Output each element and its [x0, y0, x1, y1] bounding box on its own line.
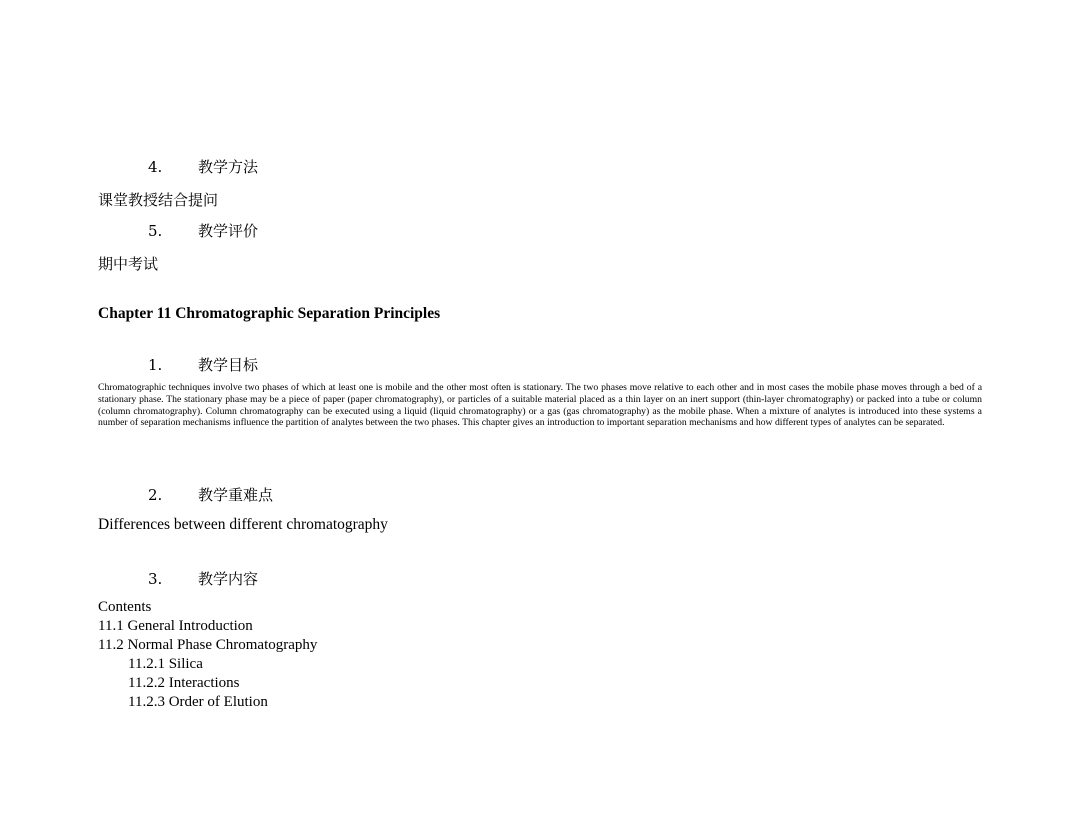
contents-item: 11.1 General Introduction — [98, 618, 253, 634]
section-1-heading — [148, 354, 258, 375]
contents-subitem: 11.2.3 Order of Elution — [128, 694, 268, 710]
contents-heading: Contents — [98, 599, 152, 615]
chapter-title: Chapter 11 Chromatographic Separation Principles — [98, 305, 441, 322]
section-1-number: 1. — [148, 356, 163, 374]
section-4-heading — [148, 156, 258, 177]
section-1-title: 教学目标 — [198, 356, 259, 374]
contents-subitem: 11.2.1 Silica — [128, 656, 203, 672]
section-3-number: 3. — [148, 570, 163, 588]
objective-paragraph: Chromatographic techniques involve two phases of which at least one is mobile and the other most often is stationary. The two phases move relative to each other and in most cases the mobile phase moves through a bed of a stationary phase. The stationary phase may be a piece of paper (paper chromatography), or particles of a suitable material placed as a thin layer on an inert support (thin-layer chromatography) or packed into a tube or column (column chromatography). Column chromatography can be executed using a liquid (liquid chromatography) or a gas (gas chromatography) as the mobile phase. When a mixture of analytes is introduced into these systems a number of separation mechanisms influence the partition of analytes between the two phases. This chapter gives an introduction to important separation mechanisms and how different types of analytes can be separated. — [98, 382, 982, 429]
section-3-title: 教学内容 — [198, 570, 259, 588]
section-5-heading — [148, 220, 258, 241]
contents-list — [98, 598, 317, 712]
section-3-heading — [148, 568, 258, 589]
section-5-number: 5. — [148, 222, 163, 240]
section-2-number: 2. — [148, 486, 163, 504]
key-points-text: Differences between different chromatography — [98, 516, 388, 533]
teaching-evaluation-text: 期中考试 — [98, 255, 159, 273]
section-2-title: 教学重难点 — [198, 486, 274, 504]
section-5-title: 教学评价 — [198, 222, 259, 240]
section-2-heading — [148, 484, 273, 505]
section-4-number: 4. — [148, 158, 163, 176]
contents-item: 11.2 Normal Phase Chromatography — [98, 637, 318, 653]
section-4-title: 教学方法 — [198, 158, 259, 176]
contents-subitem: 11.2.2 Interactions — [128, 675, 240, 691]
teaching-method-text: 课堂教授结合提问 — [98, 191, 219, 209]
